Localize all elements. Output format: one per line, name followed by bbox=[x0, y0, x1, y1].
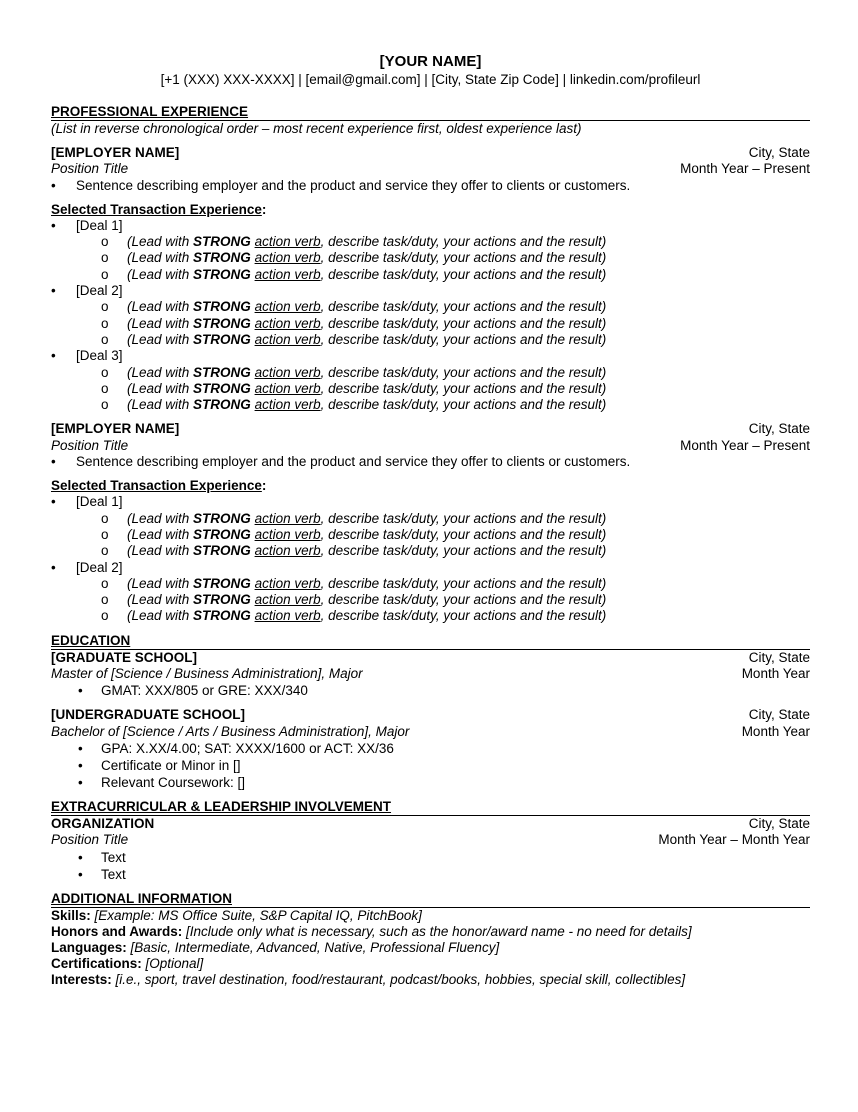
circle-bullet-icon: o bbox=[101, 608, 109, 624]
additional-info-list bbox=[51, 908, 810, 988]
employer-location: City, State bbox=[748, 421, 810, 437]
additional-info-item bbox=[51, 956, 810, 972]
org-location: City, State bbox=[748, 815, 810, 831]
deal-detail: o (Lead with STRONG action verb, describe task/duty, your actions and the result) bbox=[101, 397, 607, 413]
undergrad-location: City, State bbox=[748, 707, 810, 723]
resume-page bbox=[51, 52, 810, 988]
position-title: Position Title bbox=[51, 437, 129, 453]
deal-detail: o (Lead with STRONG action verb, describe task/duty, your actions and the result) bbox=[101, 608, 607, 624]
grad-degree: Master of [Science / Business Administration], Major bbox=[51, 666, 363, 682]
circle-bullet-icon: o bbox=[101, 380, 109, 396]
circle-bullet-icon: o bbox=[101, 526, 109, 542]
deal-item: • [Deal 1] bbox=[51, 494, 123, 510]
additional-info-item bbox=[51, 972, 810, 988]
deal-detail: o (Lead with STRONG action verb, describe task/duty, your actions and the result) bbox=[101, 234, 607, 250]
bullet-icon: • bbox=[51, 494, 56, 510]
org-name: ORGANIZATION bbox=[51, 815, 155, 831]
org-position: Position Title bbox=[51, 832, 129, 848]
section-title-extracurricular: EXTRACURRICULAR & LEADERSHIP INVOLVEMENT bbox=[51, 799, 810, 816]
undergrad-degree: Bachelor of [Science / Arts / Business Administration], Major bbox=[51, 723, 410, 739]
deal-item: • [Deal 1] bbox=[51, 217, 123, 233]
additional-info-item bbox=[51, 940, 810, 956]
info-label: Honors and Awards: bbox=[51, 923, 183, 939]
employment-dates: Month Year – Present bbox=[680, 437, 810, 453]
bullet-icon: • bbox=[51, 454, 56, 470]
employer-block bbox=[51, 145, 810, 413]
deal-detail: o (Lead with STRONG action verb, describe task/duty, your actions and the result) bbox=[101, 526, 607, 542]
employer-description: • Sentence describing employer and the product and service they offer to clients or customers. bbox=[51, 177, 631, 193]
undergrad-school-name: [UNDERGRADUATE SCHOOL] bbox=[51, 707, 245, 723]
info-label: Interests: bbox=[51, 971, 112, 987]
circle-bullet-icon: o bbox=[101, 592, 109, 608]
deal-item: • [Deal 3] bbox=[51, 348, 123, 364]
circle-bullet-icon: o bbox=[101, 397, 109, 413]
employer-name: [EMPLOYER NAME] bbox=[51, 145, 180, 160]
bullet-icon: • bbox=[51, 177, 56, 193]
info-value: [Optional] bbox=[141, 955, 204, 971]
list-item: • GPA: X.XX/4.00; SAT: XXXX/1600 or ACT: XX/36 bbox=[78, 740, 394, 756]
info-label: Certifications: bbox=[51, 955, 142, 971]
circle-bullet-icon: o bbox=[101, 299, 109, 315]
circle-bullet-icon: o bbox=[101, 364, 109, 380]
employment-dates: Month Year – Present bbox=[680, 161, 810, 177]
deal-detail: o (Lead with STRONG action verb, describe task/duty, your actions and the result) bbox=[101, 510, 607, 526]
circle-bullet-icon: o bbox=[101, 510, 109, 526]
resume-header bbox=[51, 52, 810, 88]
circle-bullet-icon: o bbox=[101, 234, 109, 250]
employer-description: • Sentence describing employer and the product and service they offer to clients or customers. bbox=[51, 454, 631, 470]
deal-detail: o (Lead with STRONG action verb, describe task/duty, your actions and the result) bbox=[101, 543, 607, 559]
employer-name: [EMPLOYER NAME] bbox=[51, 421, 180, 437]
info-value: [Example: MS Office Suite, S&P Capital IQ, PitchBook] bbox=[90, 907, 422, 923]
bullet-icon: • bbox=[51, 217, 56, 233]
deal-detail: o (Lead with STRONG action verb, describe task/duty, your actions and the result) bbox=[101, 331, 607, 347]
circle-bullet-icon: o bbox=[101, 315, 109, 331]
employer-block bbox=[51, 421, 810, 624]
org-dates: Month Year – Month Year bbox=[658, 832, 810, 848]
transactions-heading: Selected Transaction Experience: bbox=[51, 478, 267, 494]
experience-note: (List in reverse chronological order – most recent experience first, oldest experience last) bbox=[51, 121, 582, 136]
grad-school-name: [GRADUATE SCHOOL] bbox=[51, 649, 197, 665]
deal-detail: o (Lead with STRONG action verb, describe task/duty, your actions and the result) bbox=[101, 380, 607, 396]
circle-bullet-icon: o bbox=[101, 250, 109, 266]
grad-location: City, State bbox=[748, 649, 810, 665]
deal-detail: o (Lead with STRONG action verb, describe task/duty, your actions and the result) bbox=[101, 266, 607, 282]
transactions-heading: Selected Transaction Experience: bbox=[51, 201, 267, 217]
info-value: [Basic, Intermediate, Advanced, Native, Professional Fluency] bbox=[126, 939, 500, 955]
list-item: • Text bbox=[78, 866, 126, 882]
education-undergrad bbox=[51, 707, 810, 791]
section-title-additional: ADDITIONAL INFORMATION bbox=[51, 891, 810, 908]
list-item: • Relevant Coursework: [] bbox=[78, 774, 246, 790]
additional-info-item bbox=[51, 908, 810, 924]
bullet-icon: • bbox=[51, 348, 56, 364]
education-grad bbox=[51, 650, 810, 700]
position-title: Position Title bbox=[51, 161, 129, 177]
info-label: Languages: bbox=[51, 939, 127, 955]
deal-detail: o (Lead with STRONG action verb, describe task/duty, your actions and the result) bbox=[101, 299, 607, 315]
bullet-icon: • bbox=[51, 283, 56, 299]
deal-detail: o (Lead with STRONG action verb, describe task/duty, your actions and the result) bbox=[101, 364, 607, 380]
list-item: • Certificate or Minor in [] bbox=[78, 757, 241, 773]
extracurricular-org bbox=[51, 816, 810, 883]
undergrad-date: Month Year bbox=[741, 723, 810, 739]
info-value: [Include only what is necessary, such as the honor/award name - no need for details] bbox=[182, 923, 692, 939]
circle-bullet-icon: o bbox=[101, 331, 109, 347]
section-title-education: EDUCATION bbox=[51, 633, 810, 650]
list-item: • GMAT: XXX/805 or GRE: XXX/340 bbox=[78, 683, 308, 699]
deal-item: • [Deal 2] bbox=[51, 559, 123, 575]
deal-detail: o (Lead with STRONG action verb, describe task/duty, your actions and the result) bbox=[101, 315, 607, 331]
contact-line: [+1 (XXX) XXX-XXXX] | [email@gmail.com] | [City, State Zip Code] | linkedin.com/profileurl bbox=[160, 72, 701, 87]
info-value: [i.e., sport, travel destination, food/restaurant, podcast/books, hobbies, special skill, collectibles] bbox=[111, 971, 686, 987]
bullet-icon: • bbox=[51, 559, 56, 575]
candidate-name: [YOUR NAME] bbox=[379, 53, 482, 70]
circle-bullet-icon: o bbox=[101, 266, 109, 282]
deal-detail: o (Lead with STRONG action verb, describe task/duty, your actions and the result) bbox=[101, 592, 607, 608]
section-title-experience: PROFESSIONAL EXPERIENCE bbox=[51, 104, 810, 121]
deal-detail: o (Lead with STRONG action verb, describe task/duty, your actions and the result) bbox=[101, 250, 607, 266]
employer-location: City, State bbox=[748, 145, 810, 160]
circle-bullet-icon: o bbox=[101, 543, 109, 559]
info-label: Skills: bbox=[51, 907, 91, 923]
circle-bullet-icon: o bbox=[101, 575, 109, 591]
employer-list bbox=[51, 137, 810, 625]
deal-item: • [Deal 2] bbox=[51, 283, 123, 299]
grad-date: Month Year bbox=[741, 666, 810, 682]
additional-info-item bbox=[51, 924, 810, 940]
list-item: • Text bbox=[78, 849, 126, 865]
deal-detail: o (Lead with STRONG action verb, describe task/duty, your actions and the result) bbox=[101, 575, 607, 591]
